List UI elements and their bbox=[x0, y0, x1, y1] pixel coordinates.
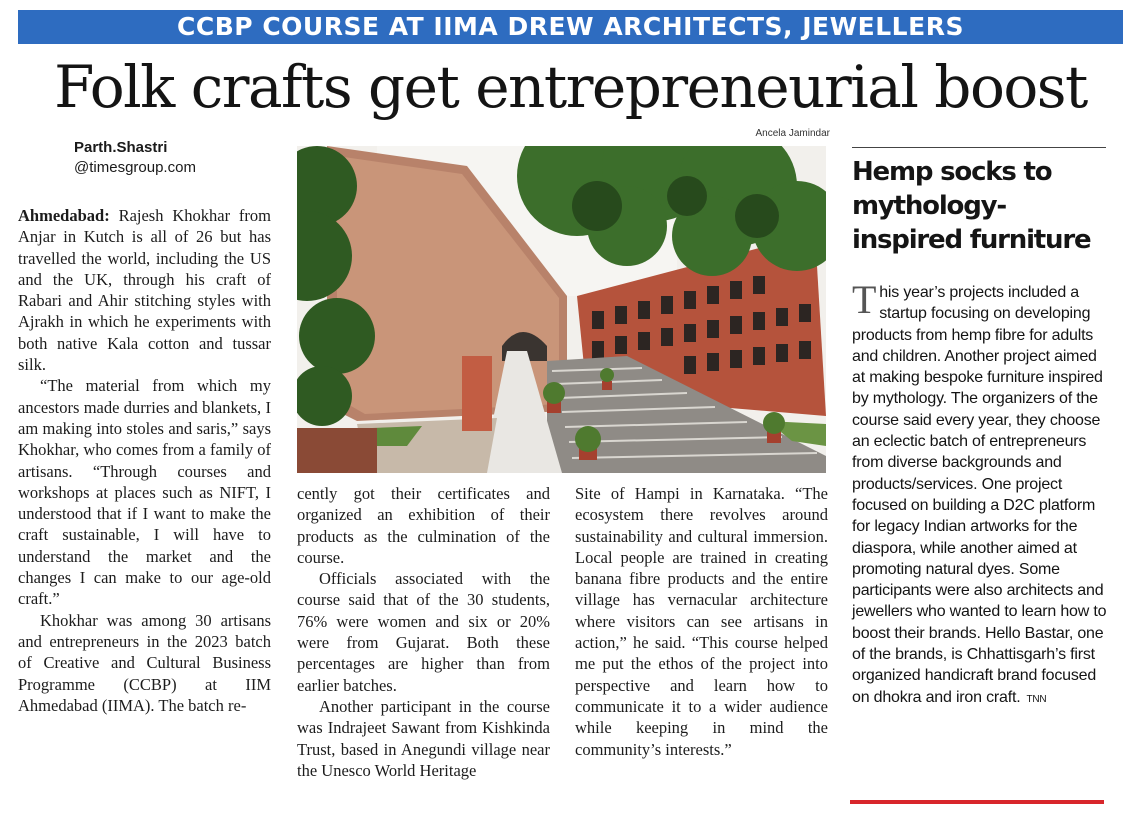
article-column-3 bbox=[575, 483, 828, 760]
article-paragraph bbox=[18, 205, 271, 375]
byline-name: Parth.Shastri bbox=[74, 139, 168, 156]
article-paragraph: Another participant in the course was Indrajeet Sawant from Kishkinda Trust, based in Anegundi village near the Unesco World Heritage bbox=[297, 696, 550, 780]
headline: Folk crafts get entrepreneurial boost bbox=[54, 53, 1087, 121]
article-paragraph: cently got their certificates and organized an exhibition of their products as the culmination of the course. bbox=[297, 484, 550, 567]
byline-handle: @timesgroup.com bbox=[74, 159, 196, 176]
article-paragraph: Officials associated with the course said that of the 30 students, 76% were women and six or 20% were from Gujarat. Both these percentages are higher than from earlier batches. bbox=[297, 569, 550, 695]
sidebar-top-rule bbox=[852, 147, 1106, 148]
paragraph-text: Rajesh Khokhar from Anjar in Kutch is all of 26 but has travelled the world, including the US and the UK, through his craft of Rabari and Ahir stitching styles with Ajrakh in which he experiments with both native Kala cotton and tussar silk. bbox=[18, 206, 272, 375]
sidebar-title: Hemp socks to mythology-inspired furniture bbox=[852, 157, 1091, 255]
article-photo bbox=[297, 146, 826, 473]
agency-tag: TNN bbox=[1026, 693, 1047, 705]
article-paragraph: “The material from which my ancestors made durries and blankets, I am making into stoles and saris,” says Khokhar, who comes from a family of artisans. “Through courses and workshops at places such as NIFT, I understood that if I want to make the craft sustainable, I will have to understand the market and the changes I can make to our age-old craft.” bbox=[18, 376, 271, 609]
drop-cap: T bbox=[852, 277, 877, 322]
article-paragraph: Khokhar was among 30 artisans and entrepreneurs in the 2023 batch of Creative and Cultural Business Programme (CCBP) at IIM Ahmedabad (IIMA). The batch re- bbox=[18, 610, 271, 715]
article-column-2 bbox=[297, 483, 550, 781]
kicker-banner: CCBP COURSE AT IIMA DREW ARCHITECTS, JEWELLERS bbox=[18, 10, 1123, 44]
byline bbox=[74, 138, 274, 178]
sidebar-bottom-rule bbox=[850, 800, 1104, 804]
sidebar-body bbox=[852, 277, 1108, 710]
photo-credit: Ancela Jamindar bbox=[755, 128, 830, 139]
article-paragraph: Site of Hampi in Karnataka. “The ecosystem there revolves around sustainability and cultural immersion. Local people are trained in creating banana fibre products and the entire village has vernacular architecture where visitors can see artisans in action,” he said. “This course helped me put the ethos of the project into perspective and learn how to communicate it to a wider audience while keeping in mind the community’s interests.” bbox=[575, 484, 828, 759]
dateline: Ahmedabad: bbox=[18, 206, 110, 225]
article-column-1 bbox=[18, 205, 271, 716]
sidebar-text: his year’s projects included a startup focusing on developing products from hemp fibre for adults and children. Another project aimed at making bespoke furniture inspired by mythology. The organizers of the course said every year, they choose an eclectic batch of entrepreneurs from diverse backgrounds and products/services. One project focused on building a D2C platform for legacy Indian artworks for the diaspora, while another aimed at promoting natural dyes. Some participants were also architects and jewellers who wanted to learn how to boost their brands. Hello Bastar, one of the brands, is Chhattisgarh’s first organized handicraft brand focused on dhokra and iron craft. bbox=[852, 284, 1107, 706]
campus-illustration bbox=[297, 146, 826, 473]
